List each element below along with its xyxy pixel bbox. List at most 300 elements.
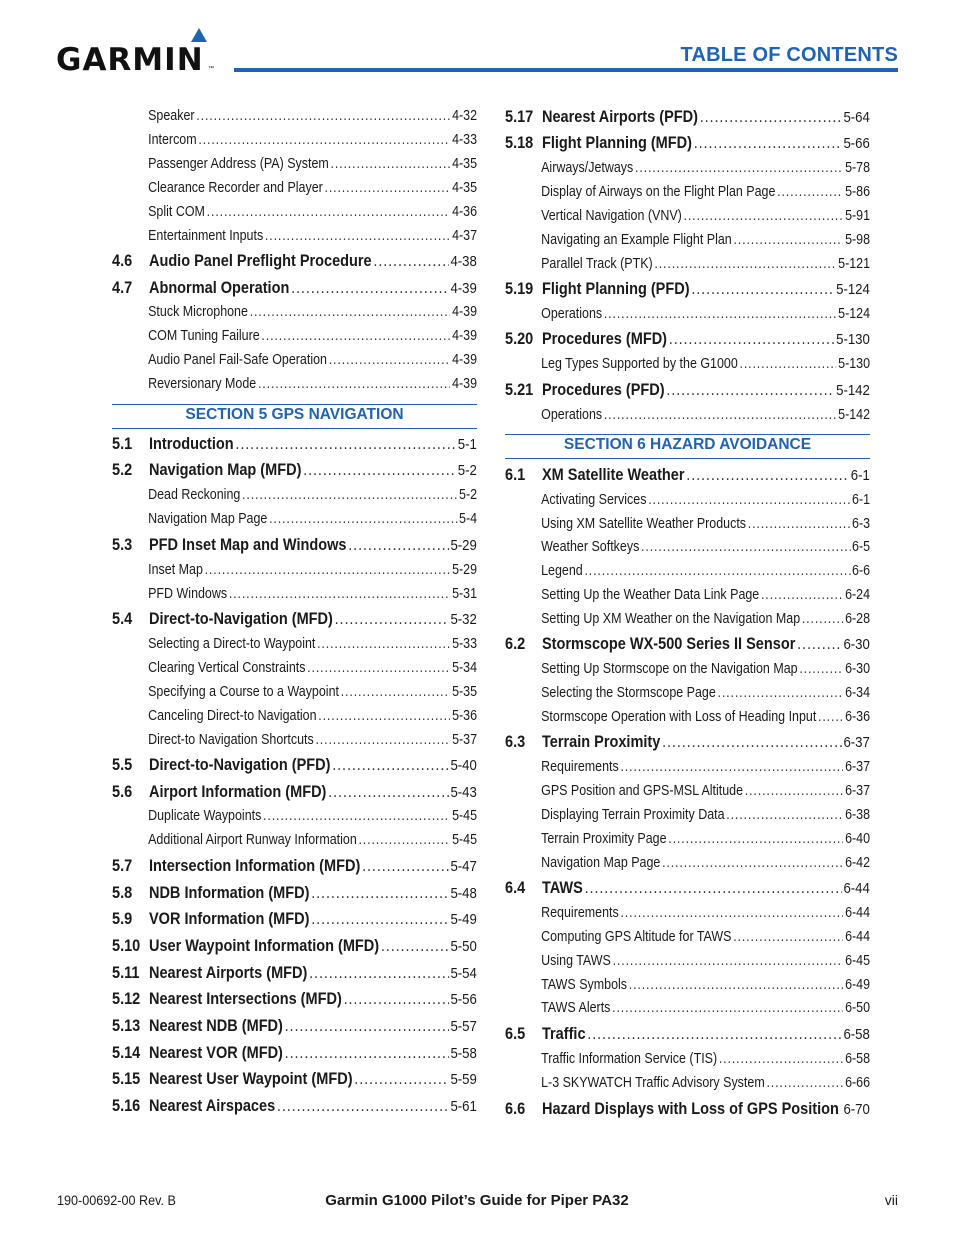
toc-subentry[interactable] xyxy=(112,352,477,368)
dot-leader xyxy=(381,937,449,956)
toc-subentry[interactable] xyxy=(505,539,870,555)
page-ref: 4-35 xyxy=(452,180,478,196)
toc-section-entry[interactable] xyxy=(112,1017,477,1036)
dot-leader xyxy=(269,511,457,527)
entry-title: Intercom xyxy=(148,132,197,148)
entry-title: Clearing Vertical Constraints xyxy=(148,660,306,676)
dot-leader xyxy=(198,132,450,148)
page-ref: 5-43 xyxy=(450,784,477,801)
entry-title: Activating Services xyxy=(541,492,647,508)
dot-leader xyxy=(766,1075,843,1091)
toc-subentry[interactable] xyxy=(505,563,870,579)
page-ref: 6-66 xyxy=(845,1075,871,1091)
toc-section-entry[interactable] xyxy=(112,964,477,983)
page-ref: 5-59 xyxy=(450,1071,477,1088)
page-ref: 4-39 xyxy=(452,328,478,344)
toc-subentry[interactable] xyxy=(505,1075,870,1091)
page-ref: 4-38 xyxy=(450,253,477,270)
toc-subentry[interactable] xyxy=(505,783,870,799)
entry-title: Canceling Direct-to Navigation xyxy=(148,708,317,724)
toc-subentry[interactable] xyxy=(505,685,870,701)
entry-title: Passenger Address (PA) System xyxy=(148,156,329,172)
page-ref: 5-45 xyxy=(452,832,478,848)
page-ref: 5-130 xyxy=(836,331,870,348)
section-number: 5.11 xyxy=(112,964,140,982)
toc-section-entry[interactable] xyxy=(505,134,870,153)
dot-leader xyxy=(604,407,837,423)
dot-leader xyxy=(263,808,450,824)
toc-subentry[interactable] xyxy=(112,511,477,527)
toc-section-entry[interactable] xyxy=(505,108,870,127)
toc-subentry[interactable] xyxy=(112,832,477,848)
entry-title: Nearest Airports (MFD) xyxy=(148,964,308,982)
dot-leader xyxy=(348,536,448,555)
entry-title: PFD Inset Map and Windows xyxy=(148,536,347,554)
entry-title: Stormscope Operation with Loss of Heading Input xyxy=(541,709,817,725)
toc-section-entry[interactable] xyxy=(505,733,870,752)
dot-leader xyxy=(205,562,451,578)
toc-subentry[interactable] xyxy=(112,684,477,700)
section-number: 6.3 xyxy=(505,733,526,751)
page-ref: 5-130 xyxy=(838,356,871,372)
toc-subentry[interactable] xyxy=(112,732,477,748)
toc-section-entry[interactable] xyxy=(112,610,477,629)
toc-subentry[interactable] xyxy=(505,208,870,224)
section-number: 5.18 xyxy=(505,134,534,152)
dot-leader xyxy=(584,563,850,579)
page-ref: 6-1 xyxy=(852,492,871,508)
dot-leader xyxy=(654,256,836,272)
dot-leader xyxy=(258,376,450,392)
entry-title: Display of Airways on the Flight Plan Page xyxy=(541,184,776,200)
entry-title: Reversionary Mode xyxy=(148,376,257,392)
section-number: 5.6 xyxy=(112,783,133,801)
entry-title: Setting Up XM Weather on the Navigation Map xyxy=(541,611,801,627)
entry-title: Inset Map xyxy=(148,562,203,578)
toc-section-entry[interactable] xyxy=(112,1097,477,1116)
dot-leader xyxy=(235,435,456,454)
dot-leader xyxy=(777,184,843,200)
toc-subentry[interactable] xyxy=(505,306,870,322)
page-ref: 5-2 xyxy=(459,487,478,503)
section-number: 6.2 xyxy=(505,635,526,653)
section-number: 6.5 xyxy=(505,1025,526,1043)
toc-section-entry[interactable] xyxy=(112,783,477,802)
page-ref: 5-58 xyxy=(450,1045,477,1062)
page-ref: 5-47 xyxy=(450,858,477,875)
page-ref: 6-5 xyxy=(852,539,871,555)
dot-leader xyxy=(315,732,450,748)
toc-section-entry[interactable] xyxy=(505,330,870,349)
trademark-mark: ™ xyxy=(208,66,214,72)
section-divider-line xyxy=(505,434,870,435)
page-ref: 5-121 xyxy=(838,256,871,272)
entry-title: Nearest Airspaces xyxy=(148,1097,276,1115)
dot-leader xyxy=(629,977,844,993)
entry-title: Additional Airport Runway Information xyxy=(148,832,357,848)
toc-subentry[interactable] xyxy=(112,586,477,602)
toc-subentry[interactable] xyxy=(112,204,477,220)
page-ref: 5-98 xyxy=(845,232,871,248)
page-ref: 6-42 xyxy=(845,855,871,871)
page-ref: 4-39 xyxy=(452,376,478,392)
dot-leader xyxy=(733,232,843,248)
page-title: TABLE OF CONTENTS xyxy=(680,44,898,66)
entry-title: Nearest Intersections (MFD) xyxy=(148,990,342,1008)
entry-title: NDB Information (MFD) xyxy=(148,884,310,902)
entry-title: Parallel Track (PTK) xyxy=(541,256,653,272)
toc-subentry[interactable] xyxy=(112,660,477,676)
toc-subentry[interactable] xyxy=(112,132,477,148)
page-ref: 5-37 xyxy=(452,732,478,748)
toc-subentry[interactable] xyxy=(505,977,870,993)
dot-leader xyxy=(662,855,843,871)
entry-title: Setting Up the Weather Data Link Page xyxy=(541,587,760,603)
toc-subentry[interactable] xyxy=(505,661,870,677)
toc-section-entry[interactable] xyxy=(112,461,477,480)
section-heading: SECTION 5 GPS NAVIGATION xyxy=(185,406,404,423)
dot-leader xyxy=(686,466,849,485)
entry-title: Vertical Navigation (VNV) xyxy=(541,208,682,224)
toc-subentry[interactable] xyxy=(505,905,870,921)
dot-leader xyxy=(604,306,837,322)
entry-title: Clearance Recorder and Player xyxy=(148,180,323,196)
toc-subentry[interactable] xyxy=(505,232,870,248)
toc-subentry[interactable] xyxy=(112,156,477,172)
page-ref: 4-39 xyxy=(450,280,477,297)
entry-title: Abnormal Operation xyxy=(148,279,290,297)
entry-title: Intersection Information (MFD) xyxy=(148,857,361,875)
page-ref: 6-38 xyxy=(845,807,871,823)
page-ref: 6-44 xyxy=(843,880,870,897)
section-number: 5.2 xyxy=(112,461,133,479)
dot-leader xyxy=(668,831,843,847)
section-number: 5.7 xyxy=(112,857,133,875)
entry-title: Terrain Proximity Page xyxy=(541,831,667,847)
toc-section-entry[interactable] xyxy=(112,536,477,555)
toc-section-entry[interactable] xyxy=(505,879,870,898)
page-ref: 4-37 xyxy=(452,228,478,244)
toc-section-entry[interactable] xyxy=(112,1070,477,1089)
entry-title: PFD Windows xyxy=(148,586,228,602)
dot-leader xyxy=(250,304,451,320)
dot-leader xyxy=(718,685,844,701)
entry-title: Hazard Displays with Loss of GPS Position xyxy=(541,1100,839,1118)
page-ref: 5-50 xyxy=(450,938,477,955)
entry-title: Using XM Satellite Weather Products xyxy=(541,516,747,532)
page-ref: 5-2 xyxy=(457,462,477,479)
entry-title: COM Tuning Failure xyxy=(148,328,260,344)
toc-section-entry[interactable] xyxy=(112,857,477,876)
toc-section-entry[interactable] xyxy=(112,756,477,775)
dot-leader xyxy=(733,929,843,945)
toc-subentry[interactable] xyxy=(505,807,870,823)
dot-leader xyxy=(662,733,842,752)
page-ref: 4-35 xyxy=(452,156,478,172)
dot-leader xyxy=(719,1051,844,1067)
garmin-logo xyxy=(56,28,216,76)
dot-leader xyxy=(309,964,449,983)
toc-subentry[interactable] xyxy=(112,708,477,724)
dot-leader xyxy=(620,759,843,775)
page-ref: 4-39 xyxy=(452,352,478,368)
toc-subentry[interactable] xyxy=(505,953,870,969)
entry-title: Displaying Terrain Proximity Data xyxy=(541,807,725,823)
toc-section-entry[interactable] xyxy=(505,635,870,654)
toc-subentry[interactable] xyxy=(505,929,870,945)
entry-title: Direct-to-Navigation (MFD) xyxy=(148,610,333,628)
toc-section-entry[interactable] xyxy=(112,990,477,1009)
dot-leader xyxy=(344,990,449,1009)
toc-subentry[interactable] xyxy=(505,855,870,871)
section-number: 5.20 xyxy=(505,330,534,348)
page-number: vii xyxy=(884,1192,898,1208)
dot-leader xyxy=(745,783,844,799)
toc-section-entry[interactable] xyxy=(505,1025,870,1044)
entry-title: Stormscope WX-500 Series II Sensor xyxy=(541,635,796,653)
toc-subentry[interactable] xyxy=(505,709,870,725)
entry-title: Navigation Map Page xyxy=(541,855,661,871)
page-ref: 5-86 xyxy=(845,184,871,200)
dot-leader xyxy=(641,539,850,555)
entry-title: Nearest User Waypoint (MFD) xyxy=(148,1070,353,1088)
dot-leader xyxy=(802,611,844,627)
entry-title: Procedures (PFD) xyxy=(541,381,665,399)
toc-section-entry[interactable] xyxy=(505,381,870,400)
dot-leader xyxy=(341,684,451,700)
entry-title: Navigating an Example Flight Plan xyxy=(541,232,732,248)
toc-section-entry[interactable] xyxy=(112,884,477,903)
page-ref: 5-78 xyxy=(845,160,871,176)
toc-subentry[interactable] xyxy=(112,328,477,344)
dot-leader xyxy=(303,461,456,480)
page-ref: 6-44 xyxy=(845,929,871,945)
page-ref: 5-34 xyxy=(452,660,478,676)
toc-section-entry[interactable] xyxy=(112,279,477,298)
entry-title: Audio Panel Fail-Safe Operation xyxy=(148,352,327,368)
page-ref: 6-70 xyxy=(843,1101,870,1118)
toc-subentry[interactable] xyxy=(505,356,870,372)
section-number: 5.1 xyxy=(112,435,133,453)
entry-title: Dead Reckoning xyxy=(148,487,241,503)
page-ref: 5-124 xyxy=(838,306,871,322)
dot-leader xyxy=(265,228,450,244)
toc-subentry[interactable] xyxy=(505,587,870,603)
page-ref: 6-37 xyxy=(843,734,870,751)
dot-leader xyxy=(373,252,448,271)
section-number: 5.8 xyxy=(112,884,133,902)
dot-leader xyxy=(196,108,450,124)
dot-leader xyxy=(585,879,842,898)
toc-section-entry[interactable] xyxy=(505,280,870,299)
section-divider-line xyxy=(505,458,870,459)
dot-leader xyxy=(317,636,450,652)
toc-section-entry[interactable] xyxy=(112,937,477,956)
section-number: 5.17 xyxy=(505,108,534,126)
dot-leader xyxy=(311,910,448,929)
toc-subentry[interactable] xyxy=(505,256,870,272)
dot-leader xyxy=(648,492,850,508)
section-number: 6.1 xyxy=(505,466,526,484)
guide-title: Garmin G1000 Pilot’s Guide for Piper PA32 xyxy=(325,1192,629,1209)
section-divider-line xyxy=(112,404,477,405)
entry-title: Airways/Jetways xyxy=(541,160,634,176)
dot-leader xyxy=(207,204,451,220)
page-ref: 5-36 xyxy=(452,708,478,724)
entry-title: XM Satellite Weather xyxy=(541,466,685,484)
toc-subentry[interactable] xyxy=(112,180,477,196)
toc-subentry[interactable] xyxy=(505,184,870,200)
dot-leader xyxy=(761,587,843,603)
section-number: 6.4 xyxy=(505,879,526,897)
toc-subentry[interactable] xyxy=(505,1000,870,1016)
toc-subentry[interactable] xyxy=(112,808,477,824)
section-number: 5.15 xyxy=(112,1070,141,1088)
page-ref: 5-64 xyxy=(843,109,870,126)
entry-title: Speaker xyxy=(148,108,195,124)
entry-title: Weather Softkeys xyxy=(541,539,640,555)
dot-leader xyxy=(328,783,449,802)
entry-title: Stuck Microphone xyxy=(148,304,248,320)
dot-leader xyxy=(669,330,835,349)
entry-title: Computing GPS Altitude for TAWS xyxy=(541,929,732,945)
entry-title: Traffic xyxy=(541,1025,586,1043)
toc-subentry[interactable] xyxy=(112,228,477,244)
entry-title: Leg Types Supported by the G1000 xyxy=(541,356,738,372)
page-ref: 4-36 xyxy=(452,204,478,220)
page-ref: 5-35 xyxy=(452,684,478,700)
page-ref: 6-30 xyxy=(845,661,871,677)
toc-subentry[interactable] xyxy=(505,516,870,532)
dot-leader xyxy=(748,516,851,532)
toc-section-entry[interactable] xyxy=(505,1100,870,1119)
entry-title: Legend xyxy=(541,563,583,579)
dot-leader xyxy=(285,1044,449,1063)
dot-leader xyxy=(666,381,834,400)
page-ref: 5-31 xyxy=(452,586,478,602)
entry-title: Audio Panel Preflight Procedure xyxy=(148,252,372,270)
page-ref: 6-58 xyxy=(845,1051,871,1067)
toc-subentry[interactable] xyxy=(505,759,870,775)
section-number: 5.3 xyxy=(112,536,133,554)
page-ref: 6-45 xyxy=(845,953,871,969)
entry-title: L-3 SKYWATCH Traffic Advisory System xyxy=(541,1075,765,1091)
dot-leader xyxy=(277,1097,449,1116)
toc-subentry[interactable] xyxy=(505,831,870,847)
dot-leader xyxy=(291,279,449,298)
dot-leader xyxy=(229,586,451,602)
dot-leader xyxy=(331,156,451,172)
dot-leader xyxy=(740,356,837,372)
toc-subentry[interactable] xyxy=(505,611,870,627)
toc-subentry[interactable] xyxy=(112,108,477,124)
toc-section-entry[interactable] xyxy=(112,910,477,929)
dot-leader xyxy=(362,857,449,876)
page-ref: 5-57 xyxy=(450,1018,477,1035)
toc-subentry[interactable] xyxy=(505,407,870,423)
dot-leader xyxy=(797,635,842,654)
toc-subentry[interactable] xyxy=(112,376,477,392)
page-ref: 5-4 xyxy=(459,511,478,527)
page-ref: 6-28 xyxy=(845,611,871,627)
page-ref: 6-3 xyxy=(852,516,871,532)
entry-title: Operations xyxy=(541,407,603,423)
entry-title: Split COM xyxy=(148,204,205,220)
dot-leader xyxy=(818,709,843,725)
entry-title: Flight Planning (PFD) xyxy=(541,280,690,298)
dot-leader xyxy=(318,708,450,724)
toc-subentry[interactable] xyxy=(505,1051,870,1067)
dot-leader xyxy=(311,884,448,903)
page-ref: 5-142 xyxy=(838,407,871,423)
entry-title: Selecting the Stormscope Page xyxy=(541,685,716,701)
page-ref: 5-54 xyxy=(450,965,477,982)
logo-text: GARMIN xyxy=(56,42,204,78)
garmin-triangle-icon xyxy=(191,28,207,42)
entry-title: TAWS xyxy=(541,879,583,897)
toc-section-entry[interactable] xyxy=(112,435,477,454)
page-ref: 5-66 xyxy=(843,135,870,152)
page-ref: 5-29 xyxy=(452,562,478,578)
dot-leader xyxy=(307,660,450,676)
toc-subentry[interactable] xyxy=(112,304,477,320)
entry-title: Nearest Airports (PFD) xyxy=(541,108,698,126)
dot-leader xyxy=(612,1000,843,1016)
toc-subentry[interactable] xyxy=(112,636,477,652)
dot-leader xyxy=(700,108,842,127)
page-ref: 5-33 xyxy=(452,636,478,652)
header-rule xyxy=(234,68,898,72)
toc-subentry[interactable] xyxy=(112,562,477,578)
entry-title: Introduction xyxy=(148,435,234,453)
page-ref: 6-40 xyxy=(845,831,871,847)
toc-subentry[interactable] xyxy=(505,160,870,176)
dot-leader xyxy=(325,180,451,196)
dot-leader xyxy=(261,328,450,344)
page-ref: 5-56 xyxy=(450,991,477,1008)
dot-leader xyxy=(354,1070,448,1089)
page-ref: 6-37 xyxy=(845,783,871,799)
toc-section-entry[interactable] xyxy=(112,1044,477,1063)
page-ref: 6-49 xyxy=(845,977,871,993)
dot-leader xyxy=(358,832,450,848)
entry-title: Requirements xyxy=(541,759,619,775)
entry-title: Entertainment Inputs xyxy=(148,228,264,244)
dot-leader xyxy=(691,280,834,299)
entry-title: TAWS Alerts xyxy=(541,1000,611,1016)
page-ref: 5-45 xyxy=(452,808,478,824)
page-ref: 6-50 xyxy=(845,1000,871,1016)
page-ref: 5-29 xyxy=(450,537,477,554)
toc-subentry[interactable] xyxy=(505,492,870,508)
dot-leader xyxy=(613,953,844,969)
toc-section-entry[interactable] xyxy=(505,466,870,485)
entry-title: GPS Position and GPS-MSL Altitude xyxy=(541,783,744,799)
entry-title: User Waypoint Information (MFD) xyxy=(148,937,380,955)
page-ref: 6-1 xyxy=(850,467,870,484)
section-number: 5.12 xyxy=(112,990,141,1008)
entry-title: Operations xyxy=(541,306,603,322)
section-number: 5.5 xyxy=(112,756,133,774)
section-number: 5.9 xyxy=(112,910,133,928)
entry-title: Direct-to Navigation Shortcuts xyxy=(148,732,314,748)
page-ref: 6-36 xyxy=(845,709,871,725)
toc-subentry[interactable] xyxy=(112,487,477,503)
toc-section-entry[interactable] xyxy=(112,252,477,271)
page-ref: 5-48 xyxy=(450,885,477,902)
section-number: 5.14 xyxy=(112,1044,141,1062)
entry-title: Navigation Map (MFD) xyxy=(148,461,302,479)
